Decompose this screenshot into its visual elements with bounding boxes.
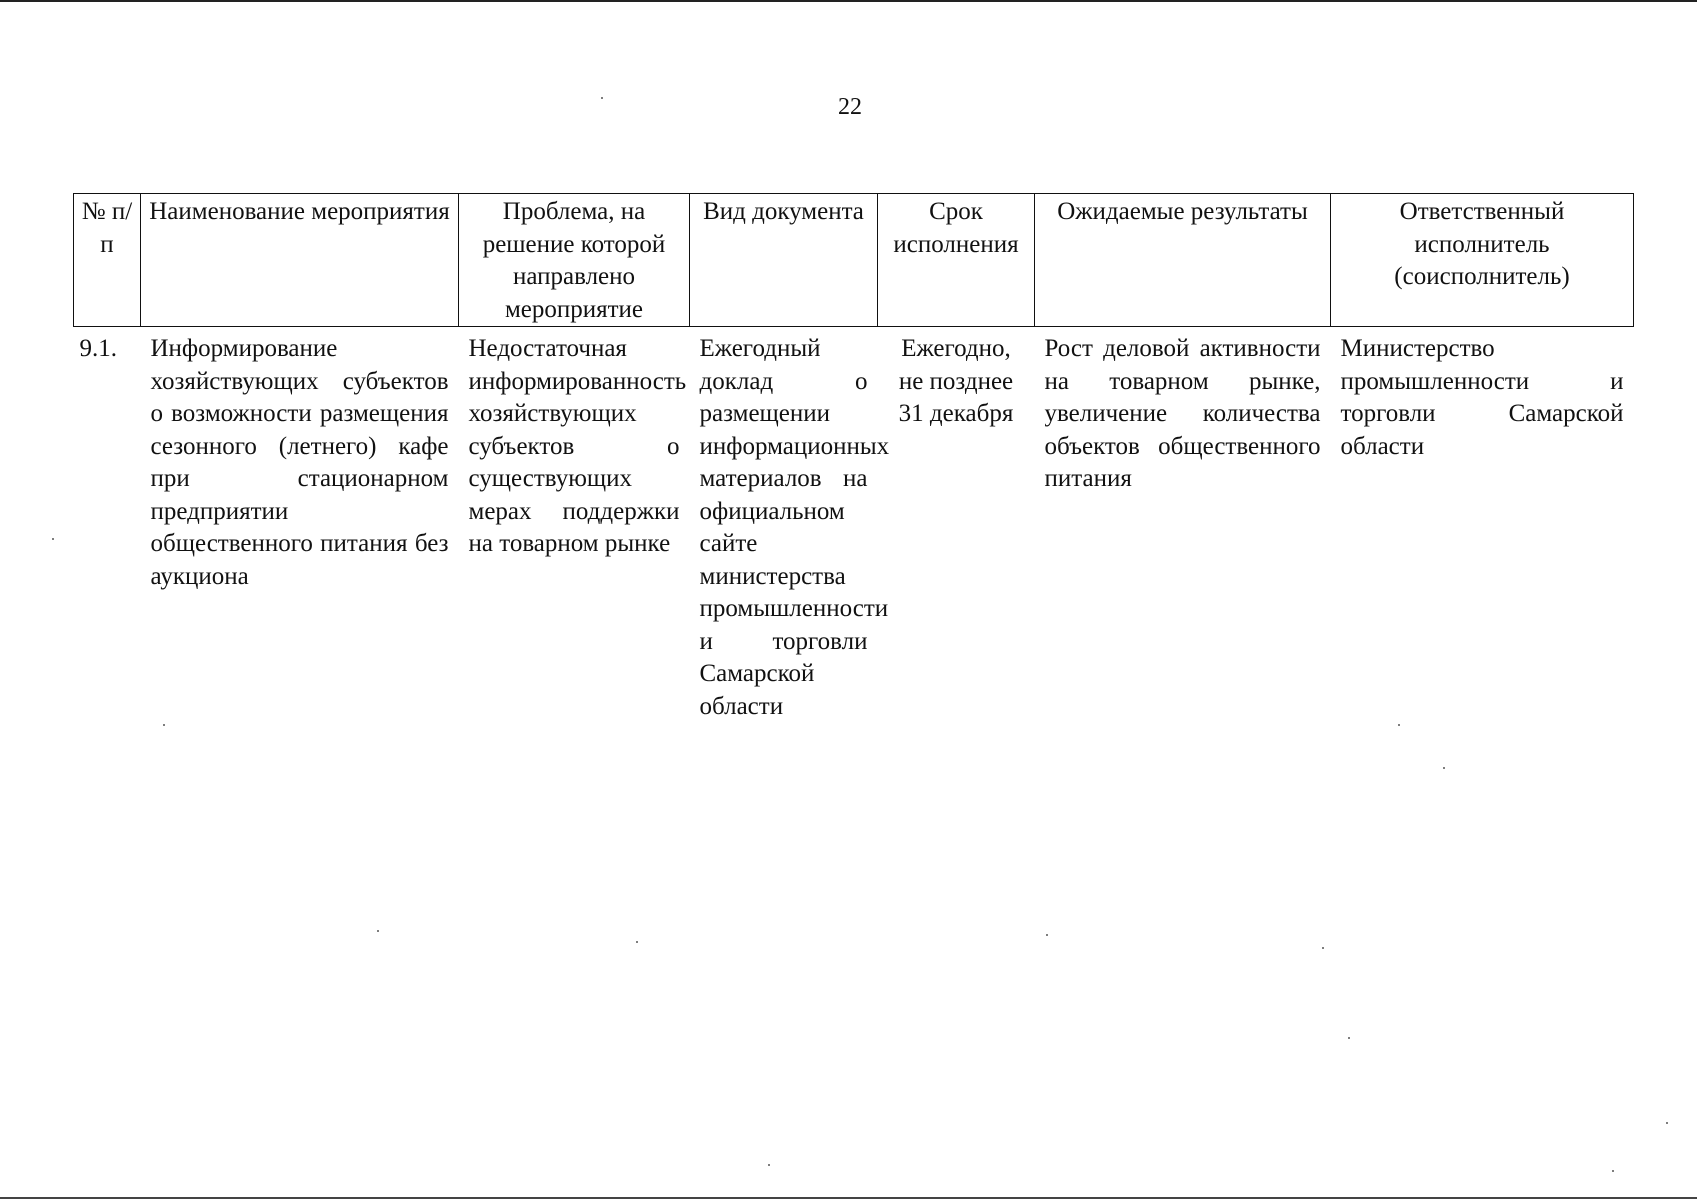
scan-speck [52, 538, 54, 540]
scan-speck [601, 97, 603, 99]
page-top-edge [0, 0, 1697, 2]
header-document-type: Вид документа [690, 194, 878, 327]
scan-speck [636, 941, 638, 943]
page-bottom-edge [0, 1197, 1697, 1199]
scan-speck [768, 1164, 770, 1166]
cell-responsible: Министерство промышленности и торговли Самарской области [1340, 335, 1624, 460]
scan-speck [1398, 724, 1400, 726]
cell-number: 9.1. [79, 335, 117, 362]
scan-speck [377, 930, 379, 932]
scan-speck [163, 724, 165, 726]
header-expected-results: Ожидаемые результаты [1035, 194, 1331, 327]
header-responsible: Ответственный исполнитель (соисполнитель) [1331, 194, 1634, 327]
header-deadline: Срок исполнения [878, 194, 1035, 327]
cell-deadline: Ежегодно, не позднее 31 декабря [898, 335, 1014, 427]
scan-speck [1612, 1170, 1614, 1172]
cell-event-name: Информирование хозяйствующих субъектов о возможности размещения сезонного (летнего) кафе при стационарном предприятии общественного питания без аукциона [150, 335, 449, 590]
cell-expected-results: Рост деловой активности на товарном рынке, увеличение количества объектов общественного питания [1044, 335, 1321, 492]
scan-speck [1322, 947, 1324, 949]
table-header-row [74, 194, 1634, 327]
page-number: 22 [838, 94, 862, 120]
header-problem: Проблема, на решение которой направлено мероприятие [459, 194, 690, 327]
scan-speck [1666, 1122, 1668, 1124]
table-row [74, 327, 1634, 724]
header-event-name: Наименование мероприятия [141, 194, 459, 327]
scan-speck [1443, 767, 1445, 769]
scan-speck [1046, 934, 1048, 936]
cell-document-type: Ежегодный доклад о размещении информационных материалов на официальном сайте министерства промышленности и торговли Самарской области [699, 335, 890, 720]
header-number: № п/п [74, 194, 141, 327]
scan-speck [1348, 1037, 1350, 1039]
measures-table [73, 193, 1634, 723]
cell-problem: Недостаточная информированность хозяйствующих субъектов о существующих мерах поддержки на товарном рынке [468, 335, 687, 557]
